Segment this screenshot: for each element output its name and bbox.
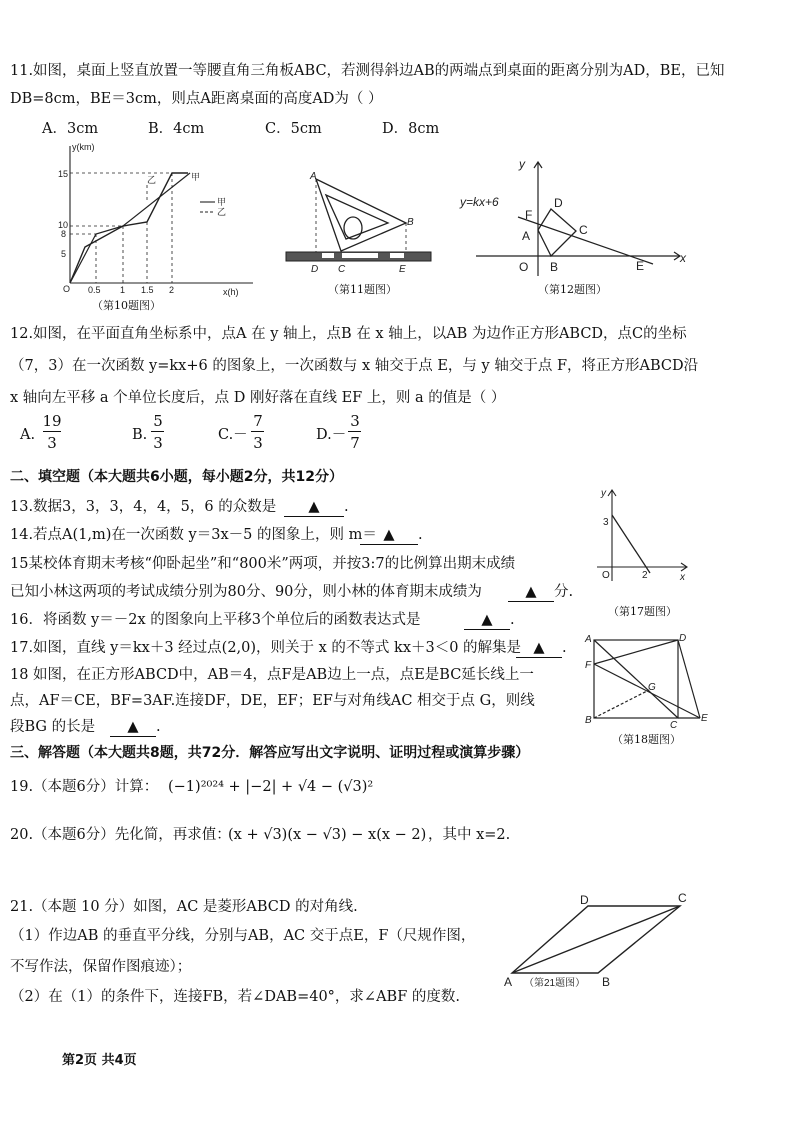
fig12-label-d: D <box>554 196 563 210</box>
q18-period: . <box>156 719 161 735</box>
q12-option-a-denominator: 3 <box>47 434 57 452</box>
q11-option-d: D．8cm <box>382 121 440 137</box>
q12-option-c-label: C.－ <box>218 427 248 443</box>
fig10-ytick: 8 <box>61 229 67 239</box>
fig17-y-axis: y <box>601 488 606 499</box>
fig10-ylabel: y(km) <box>72 142 95 152</box>
fig17-caption: （第17题图） <box>608 605 677 618</box>
blank-triangle-icon: ▲ <box>110 718 156 737</box>
fig12-label-b: B <box>550 260 559 274</box>
q20-tail: ，其中 x=2. <box>428 827 511 843</box>
fig12-origin: O <box>519 260 529 274</box>
fig12-caption: （第12题图） <box>538 283 607 296</box>
q15-line2: 已知小林这两项的考试成绩分别为80分、90分，则小林的体育期末成绩为 <box>10 584 482 600</box>
fig21-caption: （第21题图） <box>524 978 586 989</box>
q11-option-a: A．3cm <box>42 121 99 137</box>
q18-blank <box>110 718 161 737</box>
fig12-equation: y=kx+6 <box>460 195 499 209</box>
figure-18-square <box>582 630 712 730</box>
fig10-ytick: 5 <box>61 249 67 259</box>
fig21-label-b: B <box>602 975 611 989</box>
fig12-label-c: C <box>579 223 588 237</box>
figure-11-triangle <box>280 165 440 280</box>
q15-line1: 15某校体育期末考核“仰卧起坐”和“800米”两项，并按3:7的比例算出期末成绩 <box>10 556 516 572</box>
fig10-legend-a: 甲 <box>217 197 227 207</box>
fig18-label-d: D <box>679 633 687 644</box>
q12-line3: x 轴向左平移 a 个单位长度后，点 D 刚好落在直线 EF 上，则 a 的值是（ ） <box>10 390 506 406</box>
q11-line2: DB=8cm，BE＝3cm，则点A距离桌面的高度AD为（ ） <box>10 91 383 107</box>
q14-text: 14.若点A(1,m)在一次函数 y＝3x－5 的图象上，则 m＝ <box>10 527 377 543</box>
figure-17-line-graph <box>592 485 692 585</box>
fig10-origin: O <box>63 284 71 294</box>
q12-option-b-numerator: 5 <box>153 412 163 430</box>
fig18-label-a: A <box>585 634 592 645</box>
q17-blank <box>516 639 567 658</box>
q17-text: 17.如图，直线 y＝kx＋3 经过点(2,0)，则关于 x 的不等式 kx＋3＜0 的解集是 <box>10 640 522 656</box>
fig10-ytick: 10 <box>58 220 69 230</box>
blank-triangle-icon: ▲ <box>464 611 510 630</box>
q12-option-c-numerator: 7 <box>253 412 263 430</box>
fig17-y-intercept: 3 <box>603 517 609 528</box>
q20-head: 20.（本题6分）先化简，再求值： <box>10 827 231 843</box>
q13-blank <box>284 498 349 517</box>
q13-period: . <box>344 499 349 515</box>
q11-line1: 11.如图，桌面上竖直放置一等腰直角三角板ABC，若测得斜边AB的两端点到桌面的距离分别为AD，BE，已知 <box>10 63 725 79</box>
figure-12-square <box>458 152 698 280</box>
fig18-label-f: F <box>585 660 592 671</box>
blank-triangle-icon: ▲ <box>516 639 562 658</box>
q18-line3: 段BG 的长是 <box>10 719 96 735</box>
q21-line1: 21.（本题 10 分）如图，AC 是菱形ABCD 的对角线. <box>10 899 358 915</box>
fig10-xtick: 1.5 <box>141 285 154 295</box>
q12-option-a-label: A. <box>20 427 36 443</box>
q11-option-c: C．5cm <box>265 121 322 137</box>
fig10-label-j: 甲 <box>191 172 201 182</box>
q12-option-a-numerator: 19 <box>42 412 62 430</box>
fig12-label-f: F <box>525 208 533 222</box>
q19-head: 19.（本题6分）计算： <box>10 779 159 795</box>
fig10-caption: （第10题图） <box>92 299 161 312</box>
q15-unit: 分. <box>554 584 574 600</box>
fig11-caption: （第11题图） <box>328 283 397 296</box>
fig18-caption: （第18题图） <box>612 733 681 746</box>
q20-expression: (x + √3)(x − √3) − x(x − 2) <box>228 827 427 843</box>
fig10-label-z: 乙 <box>147 175 157 185</box>
q12-option-c-denominator: 3 <box>253 434 263 452</box>
fig10-xlabel: x(h) <box>223 287 239 297</box>
section-2-heading: 二、填空题（本大题共6小题，每小题2分，共12分） <box>10 469 343 485</box>
q12-option-d-label: D.－ <box>316 427 347 443</box>
blank-triangle-icon: ▲ <box>508 583 554 602</box>
page-footer: 第2页 共4页 <box>62 1053 137 1068</box>
fig21-label-a: A <box>504 975 513 989</box>
blank-triangle-icon: ▲ <box>284 498 344 517</box>
q21-line4: （2）在（1）的条件下，连接FB，若∠DAB=40°，求∠ABF 的度数. <box>10 989 460 1005</box>
fig11-label-e: E <box>399 264 406 275</box>
section-3-heading: 三、解答题（本大题共8题，共72分．解答应写出文字说明、证明过程或演算步骤） <box>10 745 530 761</box>
fig11-label-c: C <box>338 264 346 275</box>
q16-text: 16．将函数 y＝－2x 的图象向上平移3个单位后的函数表达式是 <box>10 612 421 628</box>
q15-blank <box>508 583 573 602</box>
fig18-label-c: C <box>670 720 678 730</box>
fig18-label-g: G <box>648 682 656 693</box>
q18-line2: 点，AF＝CE，BF=3AF.连接DF，DE，EF；EF与对角线AC 相交于点 G，则线 <box>10 693 535 709</box>
fraction-bar <box>348 431 361 432</box>
fig21-label-c: C <box>678 891 687 905</box>
fig11-label-a: A <box>310 171 317 182</box>
fig17-origin: O <box>602 570 610 581</box>
fig21-label-d: D <box>580 893 589 907</box>
fig18-label-b: B <box>585 715 592 726</box>
fig12-label-a: A <box>522 229 531 243</box>
q12-option-b-denominator: 3 <box>153 434 163 452</box>
fig12-x-axis: x <box>680 251 686 265</box>
fraction-bar <box>151 431 164 432</box>
fraction-bar <box>251 431 264 432</box>
fig10-legend-b: 乙 <box>217 207 227 217</box>
q14-period: . <box>418 527 423 543</box>
figure-21-rhombus <box>500 887 700 992</box>
q16-period: . <box>510 612 515 628</box>
q12-option-d-denominator: 7 <box>350 434 360 452</box>
q11-option-b: B．4cm <box>148 121 205 137</box>
fig10-xtick: 2 <box>169 285 175 295</box>
figure-10-graph <box>55 140 255 300</box>
q19-expression: (−1)²⁰²⁴ + |−2| + √4 − (√3)² <box>168 779 374 795</box>
q12-line1: 12.如图，在平面直角坐标系中，点A 在 y 轴上，点B 在 x 轴上，以AB 为边作正方形ABCD，点C的坐标 <box>10 326 687 342</box>
fig10-xtick: 0.5 <box>88 285 101 295</box>
fig11-label-b: B <box>407 217 414 228</box>
q12-option-d-numerator: 3 <box>350 412 360 430</box>
fig17-x-axis: x <box>680 572 685 583</box>
q18-line1: 18 如图，在正方形ABCD中，AB＝4，点F是AB边上一点，点E是BC延长线上一 <box>10 667 534 683</box>
q21-line3: 不写作法，保留作图痕迹）； <box>10 959 192 975</box>
q12-line2: （7，3）在一次函数 y=kx+6 的图象上，一次函数与 x 轴交于点 E，与 y 轴交于点 F，将正方形ABCD沿 <box>10 358 699 374</box>
q12-option-b-label: B. <box>132 427 148 443</box>
q17-period: . <box>562 640 567 656</box>
blank-triangle-icon: ▲ <box>360 526 418 545</box>
fig10-ytick: 15 <box>58 169 69 179</box>
fig12-label-e: E <box>636 259 645 273</box>
fig12-y-axis: y <box>519 157 525 171</box>
fig17-x-intercept: 2 <box>642 570 648 581</box>
fig11-label-d: D <box>311 264 319 275</box>
fig10-xtick: 1 <box>120 285 126 295</box>
q14-blank <box>360 526 423 545</box>
fig18-label-e: E <box>701 713 708 724</box>
q21-line2: （1）作边AB 的垂直平分线，分别与AB，AC 交于点E，F（尺规作图， <box>10 928 476 944</box>
fraction-bar <box>43 431 61 432</box>
q16-blank <box>464 611 515 630</box>
q13-text: 13.数据3，3，3，4，4，5，6 的众数是 <box>10 499 277 515</box>
